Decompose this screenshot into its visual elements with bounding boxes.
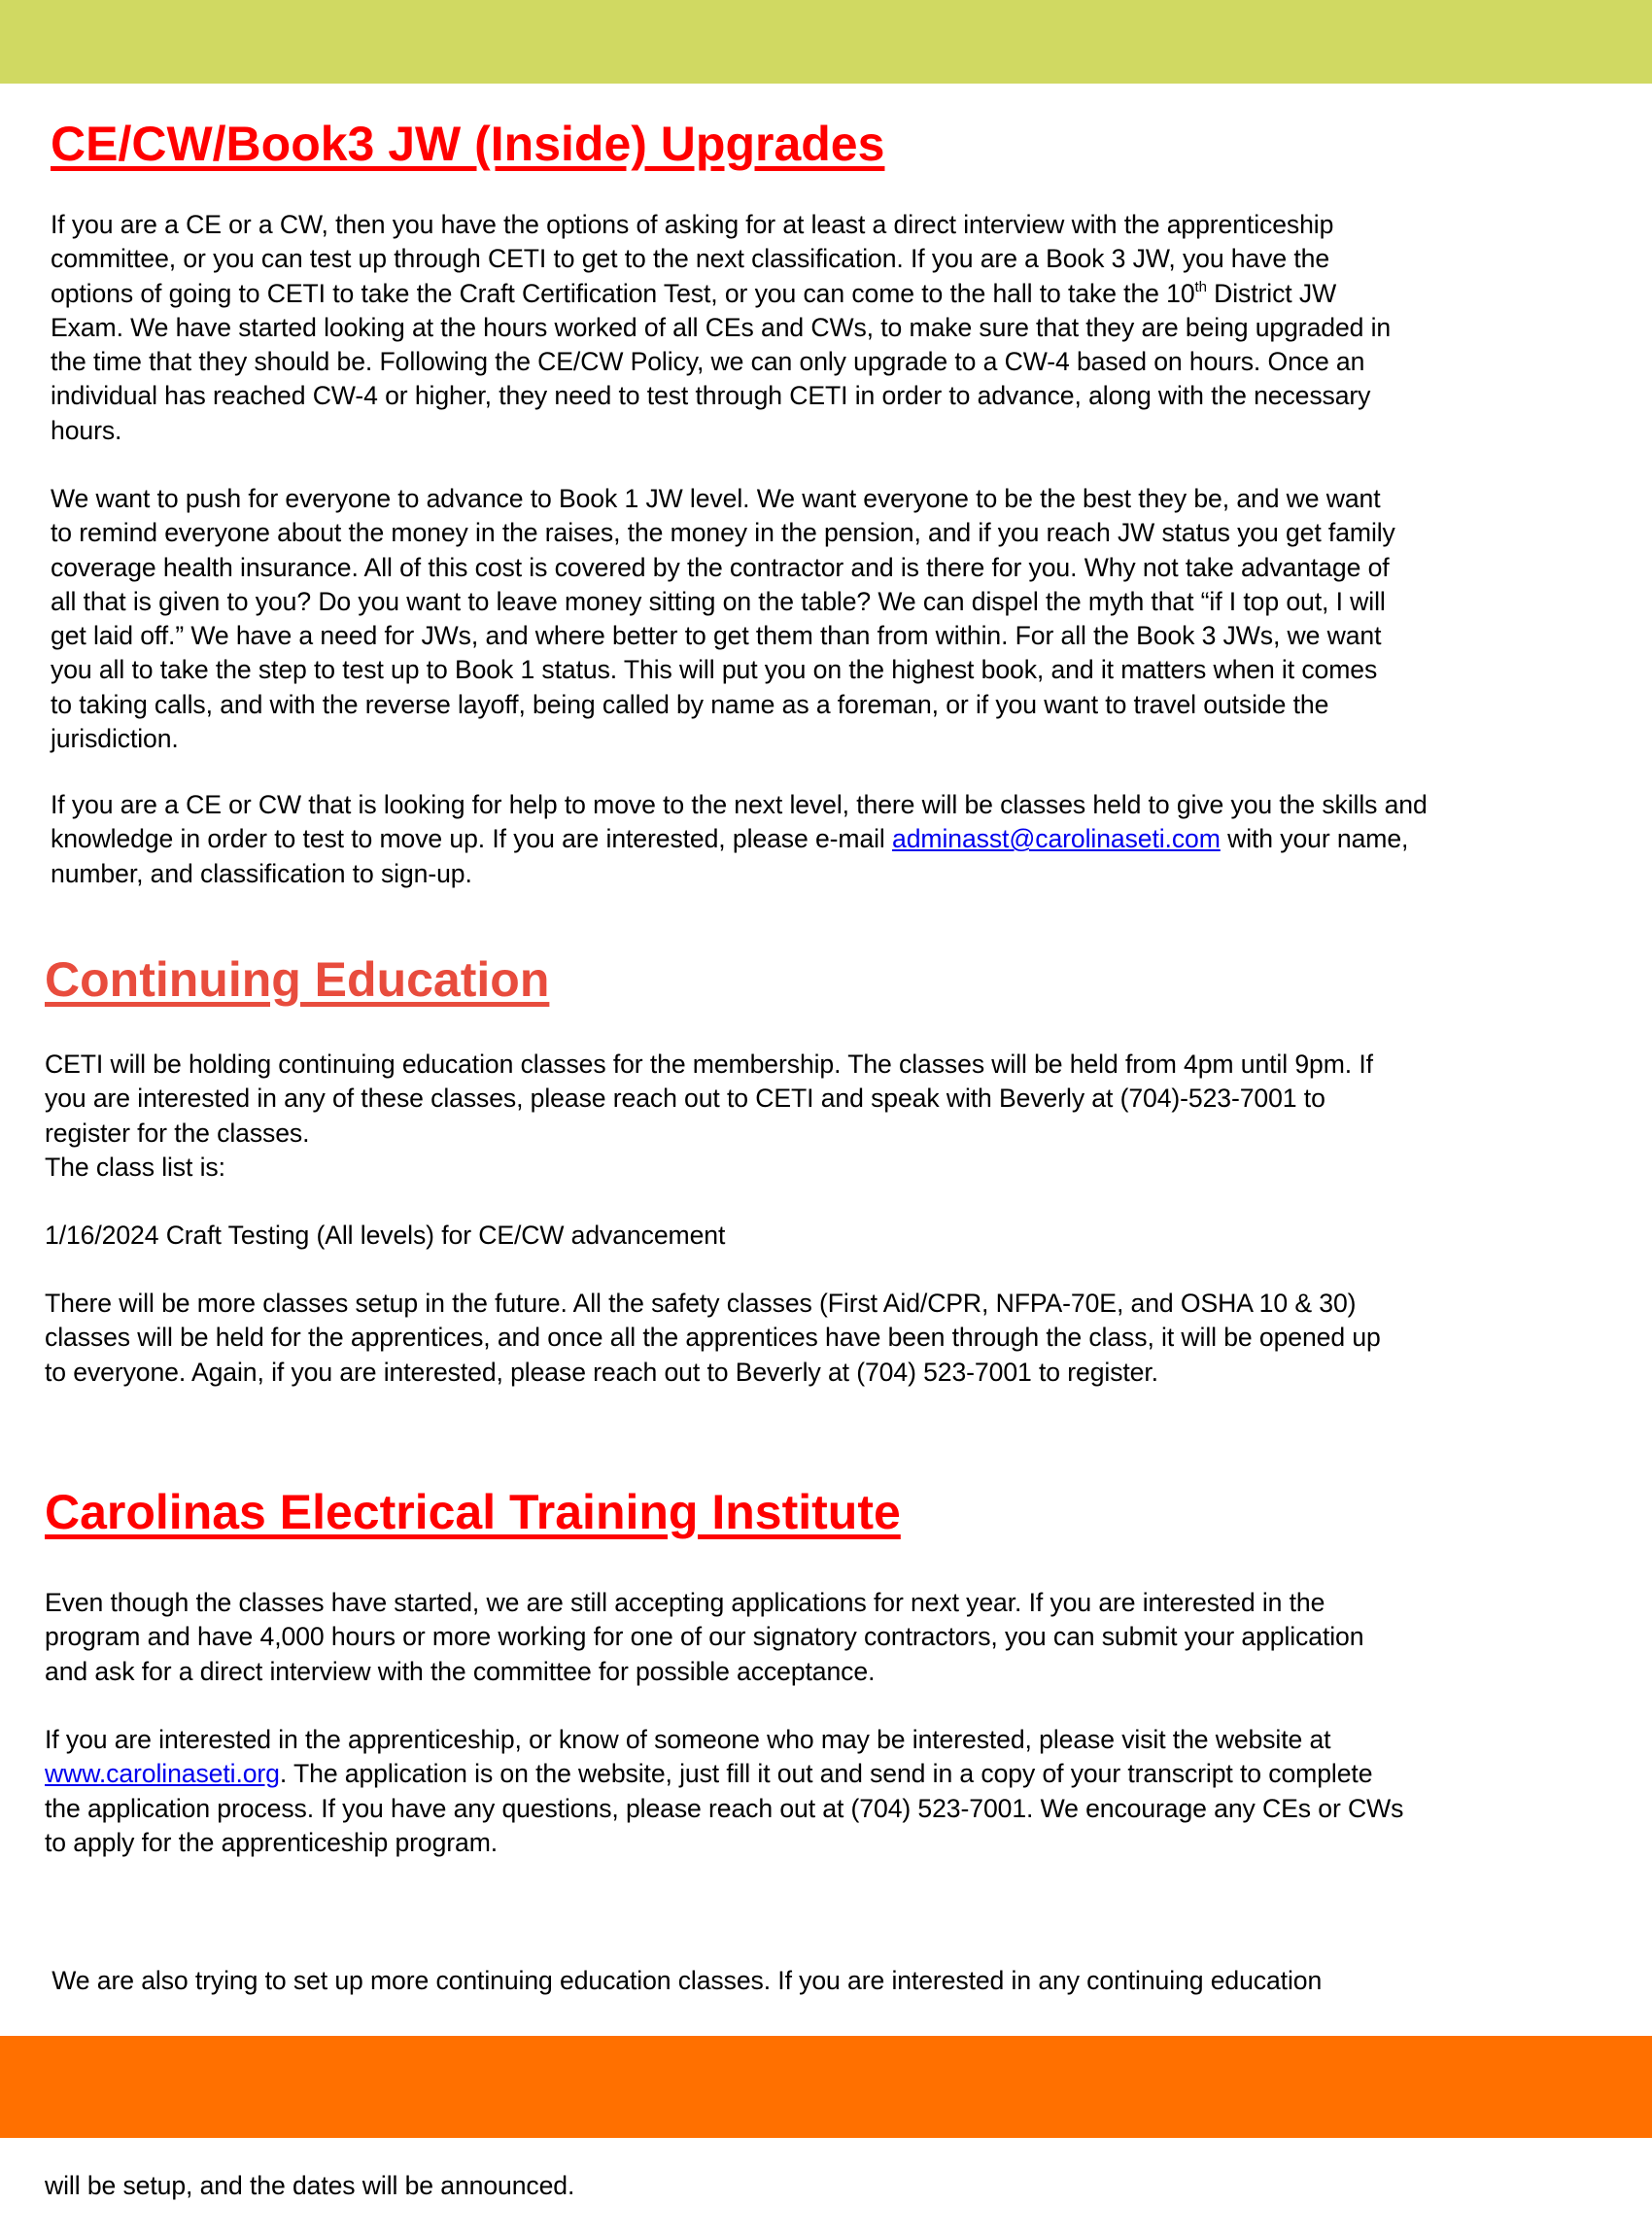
text-line: get laid off.” We have a need for JWs, and where better to get them than from within. For all the Book 3 JWs, we want [51,621,1382,651]
text-line: CETI will be holding continuing education classes for the membership. The classes will be held from 4pm until 9pm. If [45,1050,1373,1079]
text-line [45,1757,1403,1791]
text-line: coverage health insurance. All of this cost is covered by the contractor and is there for you. Why not take advantage of [51,552,1390,582]
text-line: to taking calls, and with the reverse layoff, being called by name as a foreman, or if you want to travel outside the [51,689,1329,719]
class-list-label: The class list is: [45,1152,225,1182]
bottom-banner-bar [0,2036,1652,2138]
text-line: If you are a CE or a CW, then you have the options of asking for at least a direct interview with the apprenticeship [51,210,1334,239]
paragraph-applications [45,1586,1363,1689]
top-banner-bar [0,0,1652,84]
paragraph-ce-intro [45,1048,1373,1185]
text-line: to everyone. Again, if you are interested, please reach out to Beverly at (704) 523-7001 to register. [45,1357,1158,1387]
paragraph-class-signup [51,788,1428,891]
text-fragment: options of going to CETI to take the Craft Certification Test, or you can come to the hall to take the 10 [51,278,1195,308]
paragraph-book1-push [51,482,1395,756]
text-line: program and have 4,000 hours or more working for one of our signatory contractors, you can submit your application [45,1622,1364,1652]
text-line: to apply for the apprenticeship program. [45,1827,499,1857]
heading-continuing-education: Continuing Education [45,952,550,1007]
text-line: and ask for a direct interview with the committee for possible acceptance. [45,1656,876,1686]
text-line: register for the classes. [45,1118,310,1148]
class-list-item: 1/16/2024 Craft Testing (All levels) for CE/CW advancement [45,1221,726,1250]
text-line [51,822,1428,856]
paragraph-apprenticeship-website [45,1723,1403,1860]
text-line: to remind everyone about the money in the raises, the money in the pension, and if you reach JW status you get family [51,518,1395,548]
superscript-th: th [1194,278,1207,295]
paragraph-more-classes [45,1287,1381,1390]
text-line: We are also trying to set up more continuing education classes. If you are interested in any continuing education [45,1965,1323,1995]
text-line: you are interested in any of these classes, please reach out to CETI and speak with Beverly at (704)-523-7001 to [45,1084,1325,1114]
text-line: all that is given to you? Do you want to leave money sitting on the table? We can dispel the myth that “if I top out, I will [51,586,1386,616]
text-fragment: knowledge in order to test to move up. If you are interested, please e-mail [51,824,893,854]
text-line: will be setup, and the dates will be announced. [45,2171,575,2201]
text-line: If you are a CE or CW that is looking for help to move to the next level, there will be classes held to give you the skills and [51,790,1428,819]
text-line: committee, or you can test up through CETI to get to the next classification. If you are a Book 3 JW, you have the [51,244,1330,274]
heading-upgrades: CE/CW/Book3 JW (Inside) Upgrades [51,117,885,171]
text-line: the application process. If you have any questions, please reach out at (704) 523-7001. We encourage any CEs or CWs [45,1793,1404,1823]
text-fragment: . The application is on the website, just fill it out and send in a copy of your transcript to complete [279,1759,1373,1789]
paragraph-upgrade-options [51,208,1391,448]
text-fragment: District JW [1206,278,1337,308]
text-line: We want to push for everyone to advance to Book 1 JW level. We want everyone to be the best they be, and we want [51,484,1381,513]
text-line [51,277,1391,311]
text-fragment: with your name, [1220,824,1409,854]
website-link[interactable]: www.carolinaseti.org [45,1759,280,1789]
text-line: you all to take the step to test up to Book 1 status. This will put you on the highest book, and it matters when it comes [51,655,1378,685]
text-line: There will be more classes setup in the future. All the safety classes (First Aid/CPR, NFPA-70E, and OSHA 10 & 30) [45,1289,1357,1318]
text-line: the time that they should be. Following the CE/CW Policy, we can only upgrade to a CW-4 based on hours. Once an [51,347,1365,377]
text-line: Exam. We have started looking at the hours worked of all CEs and CWs, to make sure that they are being upgraded in [51,312,1392,342]
text-line: classes will be held for the apprentices, and once all the apprentices have been through the class, it will be opened up [45,1323,1381,1353]
text-line: Even though the classes have started, we are still accepting applications for next year. If you are interested in the [45,1588,1325,1617]
heading-ceti: Carolinas Electrical Training Institute [45,1485,901,1539]
text-line: number, and classification to sign-up. [51,858,472,888]
text-line: hours. [51,415,122,445]
text-line: individual has reached CW-4 or higher, they need to test through CETI in order to advance, along with the necessary [51,381,1371,411]
email-link[interactable]: adminasst@carolinaseti.com [892,824,1221,854]
text-line: If you are interested in the apprenticeship, or know of someone who may be interested, please visit the website at [45,1725,1331,1754]
class-list [45,1219,725,1253]
text-line: jurisdiction. [51,724,179,754]
